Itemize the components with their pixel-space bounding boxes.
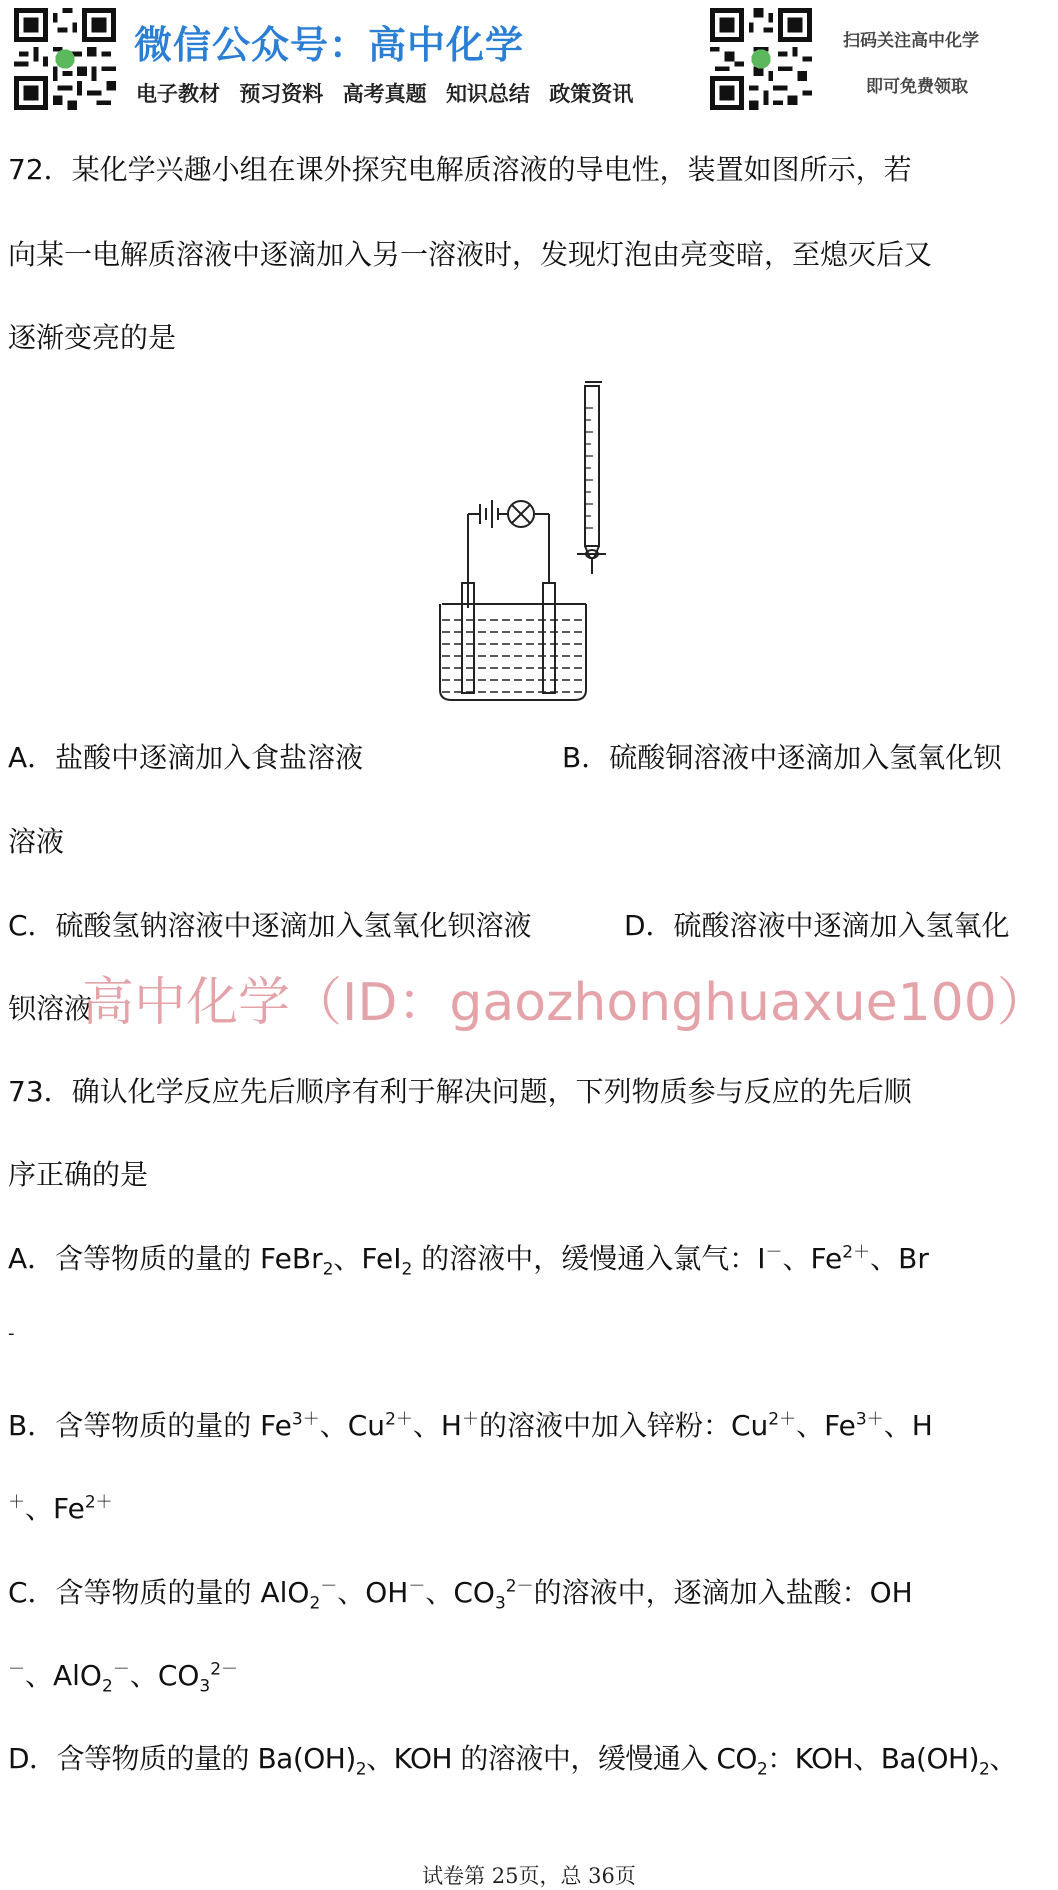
header-free-text: 即可免费领取 bbox=[866, 77, 968, 97]
header-title: 微信公众号：高中化学 bbox=[134, 23, 525, 67]
q72-option-d-cont: 钡溶液 bbox=[8, 992, 93, 1025]
header-tag: 电子教材 bbox=[136, 82, 220, 106]
header-tag: 预习资料 bbox=[239, 82, 324, 106]
q73-option-a-cont: - bbox=[8, 1323, 15, 1344]
q73-option-c: C．含等物质的量的 AlO$_2$－、OH－、$CO_3^{2-}$的溶液中，逐滴加入盐酸：OH bbox=[8, 1576, 913, 1614]
qr-code-right bbox=[710, 8, 812, 110]
header-tag: 知识总结 bbox=[445, 82, 530, 106]
q72-option-b: B．硫酸铜溶液中逐滴加入氢氧化钡 bbox=[562, 741, 1002, 774]
q73-option-c-cont: －、AlO$_2$－、$CO_3^{2-}$ bbox=[8, 1659, 239, 1697]
q73-option-b-cont: ＋、$Fe^{2+}$ bbox=[8, 1492, 113, 1525]
q73-stem-line2: 序正确的是 bbox=[8, 1158, 149, 1191]
q73-option-d: D．含等物质的量的 $Ba(OH)_2$、KOH 的溶液中，缓慢通入 $CO_2$：KOH、$Ba(OH)_2$、 bbox=[8, 1742, 1017, 1780]
q73-stem-line1: 73．确认化学反应先后顺序有利于解决问题，下列物质参与反应的先后顺 bbox=[8, 1075, 912, 1108]
q72-stem-line3: 逐渐变亮的是 bbox=[8, 321, 177, 354]
qr-code-left bbox=[14, 8, 116, 110]
header-tags bbox=[136, 78, 645, 108]
q73-option-b: B．含等物质的量的 $Fe^{3+}$、$Cu^{2+}$、H＋的溶液中加入锌粉：$Cu^{2+}$、$Fe^{3+}$、H bbox=[8, 1409, 933, 1442]
page-footer: 试卷第 25页，总 36页 bbox=[422, 1864, 636, 1888]
header-tag: 高考真题 bbox=[342, 82, 427, 106]
q73-option-a: A．含等物质的量的 FeBr$_2$、FeI$_2$ 的溶液中，缓慢通入氯气：I－、$Fe^{2+}$、Br bbox=[8, 1242, 929, 1280]
q72-option-b-cont: 溶液 bbox=[8, 825, 65, 858]
q72-option-a: A．盐酸中逐滴加入食盐溶液 bbox=[8, 741, 364, 774]
q72-option-c: C．硫酸氢钠溶液中逐滴加入氢氧化钡溶液 bbox=[8, 909, 532, 942]
q72-option-d: D．硫酸溶液中逐滴加入氢氧化 bbox=[624, 909, 1010, 942]
conductivity-apparatus-diagram bbox=[430, 378, 630, 704]
q72-stem-line2: 向某一电解质溶液中逐滴加入另一溶液时，发现灯泡由亮变暗，至熄灭后又 bbox=[8, 238, 933, 271]
header-tag: 政策资讯 bbox=[549, 82, 634, 106]
watermark: 高中化学（ID：gaozhonghuaxue100） bbox=[82, 973, 1049, 1033]
header-scan-text: 扫码关注高中化学 bbox=[843, 31, 979, 51]
q72-stem-line1: 72．某化学兴趣小组在课外探究电解质溶液的导电性，装置如图所示，若 bbox=[8, 153, 912, 186]
